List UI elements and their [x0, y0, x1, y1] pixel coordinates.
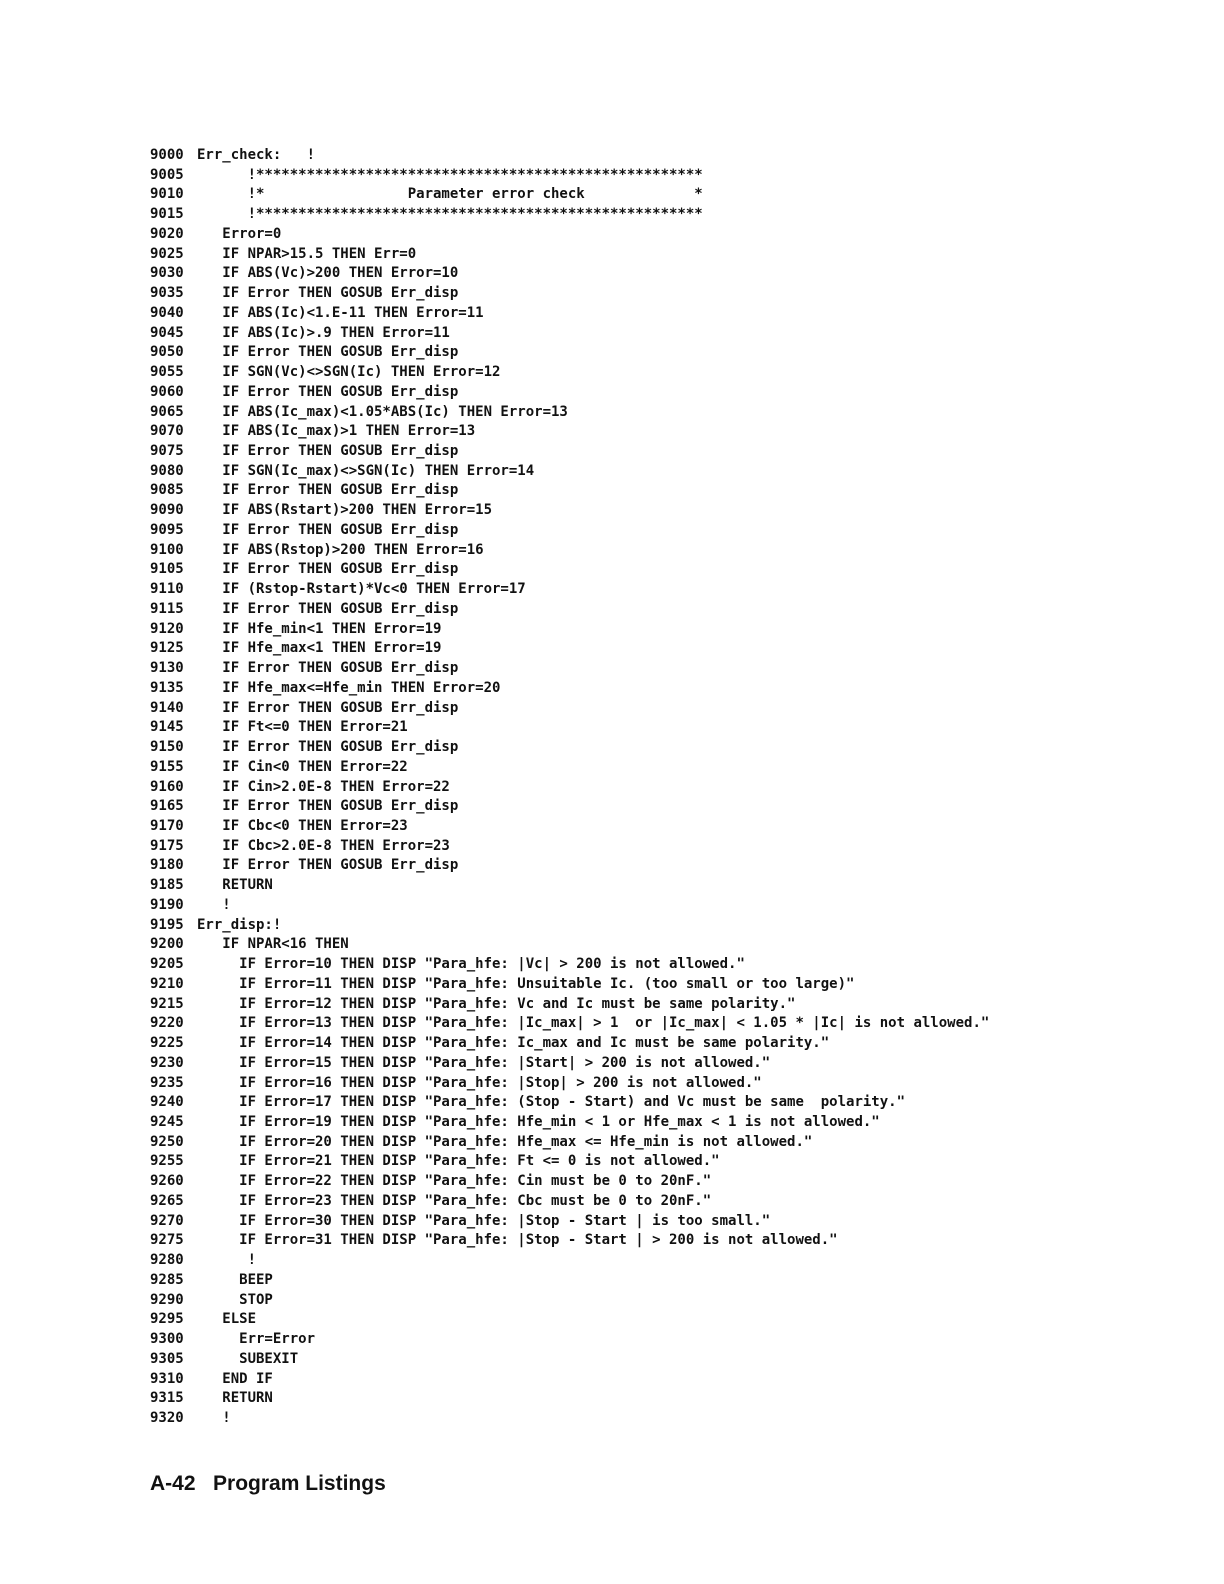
code-line — [150, 778, 1010, 798]
code-text: IF Error THEN GOSUB Err_disp — [197, 521, 459, 538]
code-text: IF Error=10 THEN DISP "Para_hfe: |Vc| > 200 is not allowed." — [197, 956, 745, 973]
line-number: 9300 — [150, 1331, 184, 1348]
code-text: IF Error THEN GOSUB Err_disp — [197, 383, 459, 400]
code-line — [150, 758, 1010, 778]
code-text: BEEP — [197, 1271, 273, 1288]
code-text: IF Error=22 THEN DISP "Para_hfe: Cin must be 0 to 20nF." — [197, 1173, 712, 1190]
code-text: IF ABS(Rstop)>200 THEN Error=16 — [197, 541, 484, 558]
code-text: IF Hfe_max<1 THEN Error=19 — [197, 640, 442, 657]
line-number: 9015 — [150, 206, 184, 223]
code-line — [150, 1370, 1010, 1390]
code-line — [150, 541, 1010, 561]
code-text: Error=0 — [197, 225, 282, 242]
code-line — [150, 225, 1010, 245]
line-number: 9005 — [150, 166, 184, 183]
code-text: IF Cbc>2.0E-8 THEN Error=23 — [197, 837, 450, 854]
code-line — [150, 639, 1010, 659]
code-text: IF Cin<0 THEN Error=22 — [197, 758, 408, 775]
line-number: 9215 — [150, 995, 184, 1012]
code-text: IF Error THEN GOSUB Err_disp — [197, 443, 459, 460]
code-text: IF Error THEN GOSUB Err_disp — [197, 699, 459, 716]
line-number: 9100 — [150, 541, 184, 558]
line-number: 9155 — [150, 758, 184, 775]
line-number: 9010 — [150, 186, 184, 203]
code-line — [150, 837, 1010, 857]
line-number: 9180 — [150, 857, 184, 874]
code-line — [150, 462, 1010, 482]
code-text: IF Error THEN GOSUB Err_disp — [197, 798, 459, 815]
code-text: IF Error=23 THEN DISP "Para_hfe: Cbc must be 0 to 20nF." — [197, 1192, 712, 1209]
code-text: IF Error THEN GOSUB Err_disp — [197, 600, 459, 617]
code-line — [150, 955, 1010, 975]
line-number: 9065 — [150, 403, 184, 420]
code-text: IF Error THEN GOSUB Err_disp — [197, 344, 459, 361]
code-line — [150, 797, 1010, 817]
line-number: 9295 — [150, 1311, 184, 1328]
line-number: 9230 — [150, 1054, 184, 1071]
line-number: 9285 — [150, 1271, 184, 1288]
line-number: 9020 — [150, 225, 184, 242]
line-number: 9035 — [150, 285, 184, 302]
line-number: 9195 — [150, 916, 184, 933]
code-text: IF Error THEN GOSUB Err_disp — [197, 561, 459, 578]
line-number: 9265 — [150, 1192, 184, 1209]
code-line — [150, 521, 1010, 541]
line-number: 9315 — [150, 1390, 184, 1407]
code-line — [150, 363, 1010, 383]
line-number: 9290 — [150, 1291, 184, 1308]
code-line — [150, 1409, 1010, 1429]
code-text: IF Error=11 THEN DISP "Para_hfe: Unsuitable Ic. (too small or too large)" — [197, 975, 855, 992]
code-text: Err=Error — [197, 1331, 316, 1348]
code-text: IF ABS(Ic)<1.E-11 THEN Error=11 — [197, 304, 484, 321]
code-line — [150, 383, 1010, 403]
code-line — [150, 1212, 1010, 1232]
code-text: ! — [197, 896, 231, 913]
code-line — [150, 1310, 1010, 1330]
code-line — [150, 995, 1010, 1015]
code-line — [150, 501, 1010, 521]
code-text: ELSE — [197, 1311, 257, 1328]
line-number: 9160 — [150, 778, 184, 795]
line-number: 9185 — [150, 877, 184, 894]
line-number: 9320 — [150, 1410, 184, 1426]
code-text: IF Error=30 THEN DISP "Para_hfe: |Stop - Start | is too small." — [197, 1212, 771, 1229]
code-text: RETURN — [197, 877, 273, 894]
code-text: !***************************************************** — [197, 206, 703, 223]
code-text: IF Error=13 THEN DISP "Para_hfe: |Ic_max| > 1 or |Ic_max| < 1.05 * |Ic| is not allowed." — [197, 1015, 990, 1032]
code-line — [150, 699, 1010, 719]
code-text: !* Parameter error check * — [197, 186, 703, 203]
code-line — [150, 1074, 1010, 1094]
line-number: 9095 — [150, 521, 184, 538]
line-number: 9140 — [150, 699, 184, 716]
code-line — [150, 185, 1010, 205]
code-line — [150, 284, 1010, 304]
code-line — [150, 1093, 1010, 1113]
line-number: 9260 — [150, 1173, 184, 1190]
line-number: 9240 — [150, 1094, 184, 1111]
line-number: 9190 — [150, 896, 184, 913]
line-number: 9280 — [150, 1252, 184, 1269]
code-line — [150, 422, 1010, 442]
line-number: 9305 — [150, 1350, 184, 1367]
code-line — [150, 1014, 1010, 1034]
code-text: IF Error=14 THEN DISP "Para_hfe: Ic_max and Ic must be same polarity." — [197, 1035, 830, 1052]
code-text: ! — [197, 1252, 257, 1269]
code-text: IF Error=16 THEN DISP "Para_hfe: |Stop| > 200 is not allowed." — [197, 1074, 762, 1091]
code-line — [150, 1271, 1010, 1291]
code-line — [150, 738, 1010, 758]
line-number: 9235 — [150, 1074, 184, 1091]
code-text: !***************************************************** — [197, 166, 703, 183]
page-number: A-42 — [150, 1472, 196, 1495]
code-line — [150, 856, 1010, 876]
code-text: IF Hfe_max<=Hfe_min THEN Error=20 — [197, 679, 501, 696]
code-text: IF Cin>2.0E-8 THEN Error=22 — [197, 778, 450, 795]
line-number: 9125 — [150, 640, 184, 657]
page-footer — [150, 1472, 386, 1496]
code-text: IF NPAR>15.5 THEN Err=0 — [197, 245, 417, 262]
code-line — [150, 1113, 1010, 1133]
code-line — [150, 324, 1010, 344]
code-text: IF SGN(Ic_max)<>SGN(Ic) THEN Error=14 — [197, 462, 535, 479]
code-line — [150, 1231, 1010, 1251]
code-text: IF ABS(Vc)>200 THEN Error=10 — [197, 265, 459, 282]
line-number: 9025 — [150, 245, 184, 262]
code-line — [150, 1192, 1010, 1212]
line-number: 9030 — [150, 265, 184, 282]
code-line — [150, 1152, 1010, 1172]
code-line — [150, 1034, 1010, 1054]
line-number: 9090 — [150, 502, 184, 519]
code-line — [150, 481, 1010, 501]
code-text: IF Cbc<0 THEN Error=23 — [197, 817, 408, 834]
code-text: IF Error THEN GOSUB Err_disp — [197, 660, 459, 677]
line-number: 9275 — [150, 1232, 184, 1249]
section-title: Program Listings — [213, 1472, 386, 1495]
line-number: 9170 — [150, 817, 184, 834]
code-text: IF ABS(Ic)>.9 THEN Error=11 — [197, 324, 450, 341]
line-number: 9135 — [150, 679, 184, 696]
line-number: 9145 — [150, 719, 184, 736]
line-number: 9080 — [150, 462, 184, 479]
line-number: 9120 — [150, 620, 184, 637]
code-text: STOP — [197, 1291, 273, 1308]
line-number: 9250 — [150, 1133, 184, 1150]
code-text: IF Error=31 THEN DISP "Para_hfe: |Stop - Start | > 200 is not allowed." — [197, 1232, 838, 1249]
code-text: IF Error=12 THEN DISP "Para_hfe: Vc and Ic must be same polarity." — [197, 995, 796, 1012]
code-line — [150, 304, 1010, 324]
code-text: IF ABS(Rstart)>200 THEN Error=15 — [197, 502, 493, 519]
line-number: 9150 — [150, 739, 184, 756]
code-line — [150, 935, 1010, 955]
line-number: 9165 — [150, 798, 184, 815]
line-number: 9205 — [150, 956, 184, 973]
code-line — [150, 245, 1010, 265]
code-text: IF Error=19 THEN DISP "Para_hfe: Hfe_min < 1 or Hfe_max < 1 is not allowed." — [197, 1113, 880, 1130]
line-number: 9070 — [150, 423, 184, 440]
code-text: IF Error=20 THEN DISP "Para_hfe: Hfe_max <= Hfe_min is not allowed." — [197, 1133, 813, 1150]
line-number: 9045 — [150, 324, 184, 341]
code-line — [150, 1172, 1010, 1192]
program-listing — [150, 146, 1010, 1429]
code-line — [150, 146, 1010, 166]
line-number: 9110 — [150, 581, 184, 598]
code-line — [150, 1350, 1010, 1370]
code-text: RETURN — [197, 1390, 273, 1407]
line-number: 9075 — [150, 443, 184, 460]
code-line — [150, 817, 1010, 837]
code-line — [150, 1291, 1010, 1311]
code-text: IF Error THEN GOSUB Err_disp — [197, 285, 459, 302]
code-text: IF ABS(Ic_max)>1 THEN Error=13 — [197, 423, 476, 440]
code-line — [150, 1330, 1010, 1350]
line-number: 9060 — [150, 383, 184, 400]
line-number: 9055 — [150, 364, 184, 381]
code-text: ! — [197, 1410, 231, 1426]
code-line — [150, 1054, 1010, 1074]
line-number: 9255 — [150, 1153, 184, 1170]
code-text: IF Error=15 THEN DISP "Para_hfe: |Start| > 200 is not allowed." — [197, 1054, 771, 1071]
code-line — [150, 600, 1010, 620]
code-text: IF (Rstop-Rstart)*Vc<0 THEN Error=17 — [197, 581, 526, 598]
code-line — [150, 659, 1010, 679]
code-line — [150, 264, 1010, 284]
line-number: 9175 — [150, 837, 184, 854]
code-text: SUBEXIT — [197, 1350, 299, 1367]
code-text: Err_disp:! — [197, 916, 282, 933]
code-text: IF NPAR<16 THEN — [197, 936, 349, 953]
code-line — [150, 1389, 1010, 1409]
code-line — [150, 560, 1010, 580]
line-number: 9225 — [150, 1035, 184, 1052]
code-text: IF Ft<=0 THEN Error=21 — [197, 719, 408, 736]
code-line — [150, 343, 1010, 363]
code-text: IF Error THEN GOSUB Err_disp — [197, 482, 459, 499]
code-line — [150, 403, 1010, 423]
code-line — [150, 975, 1010, 995]
line-number: 9115 — [150, 600, 184, 617]
code-text: IF ABS(Ic_max)<1.05*ABS(Ic) THEN Error=13 — [197, 403, 568, 420]
code-line — [150, 580, 1010, 600]
code-text: IF Error THEN GOSUB Err_disp — [197, 857, 459, 874]
line-number: 9040 — [150, 304, 184, 321]
line-number: 9130 — [150, 660, 184, 677]
line-number: 9085 — [150, 482, 184, 499]
code-line — [150, 679, 1010, 699]
line-number: 9000 — [150, 147, 184, 163]
line-number: 9210 — [150, 975, 184, 992]
code-text: IF Error=17 THEN DISP "Para_hfe: (Stop - Start) and Vc must be same polarity." — [197, 1094, 906, 1111]
line-number: 9245 — [150, 1113, 184, 1130]
code-line — [150, 916, 1010, 936]
code-text: Err_check: ! — [197, 147, 316, 163]
line-number: 9270 — [150, 1212, 184, 1229]
line-number: 9050 — [150, 344, 184, 361]
code-text: END IF — [197, 1370, 273, 1387]
line-number: 9220 — [150, 1015, 184, 1032]
code-text: IF Error=21 THEN DISP "Para_hfe: Ft <= 0 is not allowed." — [197, 1153, 720, 1170]
line-number: 9200 — [150, 936, 184, 953]
code-line — [150, 876, 1010, 896]
code-line — [150, 1251, 1010, 1271]
code-line — [150, 166, 1010, 186]
code-line — [150, 620, 1010, 640]
code-line — [150, 1133, 1010, 1153]
code-line — [150, 896, 1010, 916]
code-text: IF Error THEN GOSUB Err_disp — [197, 739, 459, 756]
code-text: IF SGN(Vc)<>SGN(Ic) THEN Error=12 — [197, 364, 501, 381]
line-number: 9310 — [150, 1370, 184, 1387]
code-line — [150, 442, 1010, 462]
code-line — [150, 718, 1010, 738]
code-line — [150, 205, 1010, 225]
code-text: IF Hfe_min<1 THEN Error=19 — [197, 620, 442, 637]
line-number: 9105 — [150, 561, 184, 578]
